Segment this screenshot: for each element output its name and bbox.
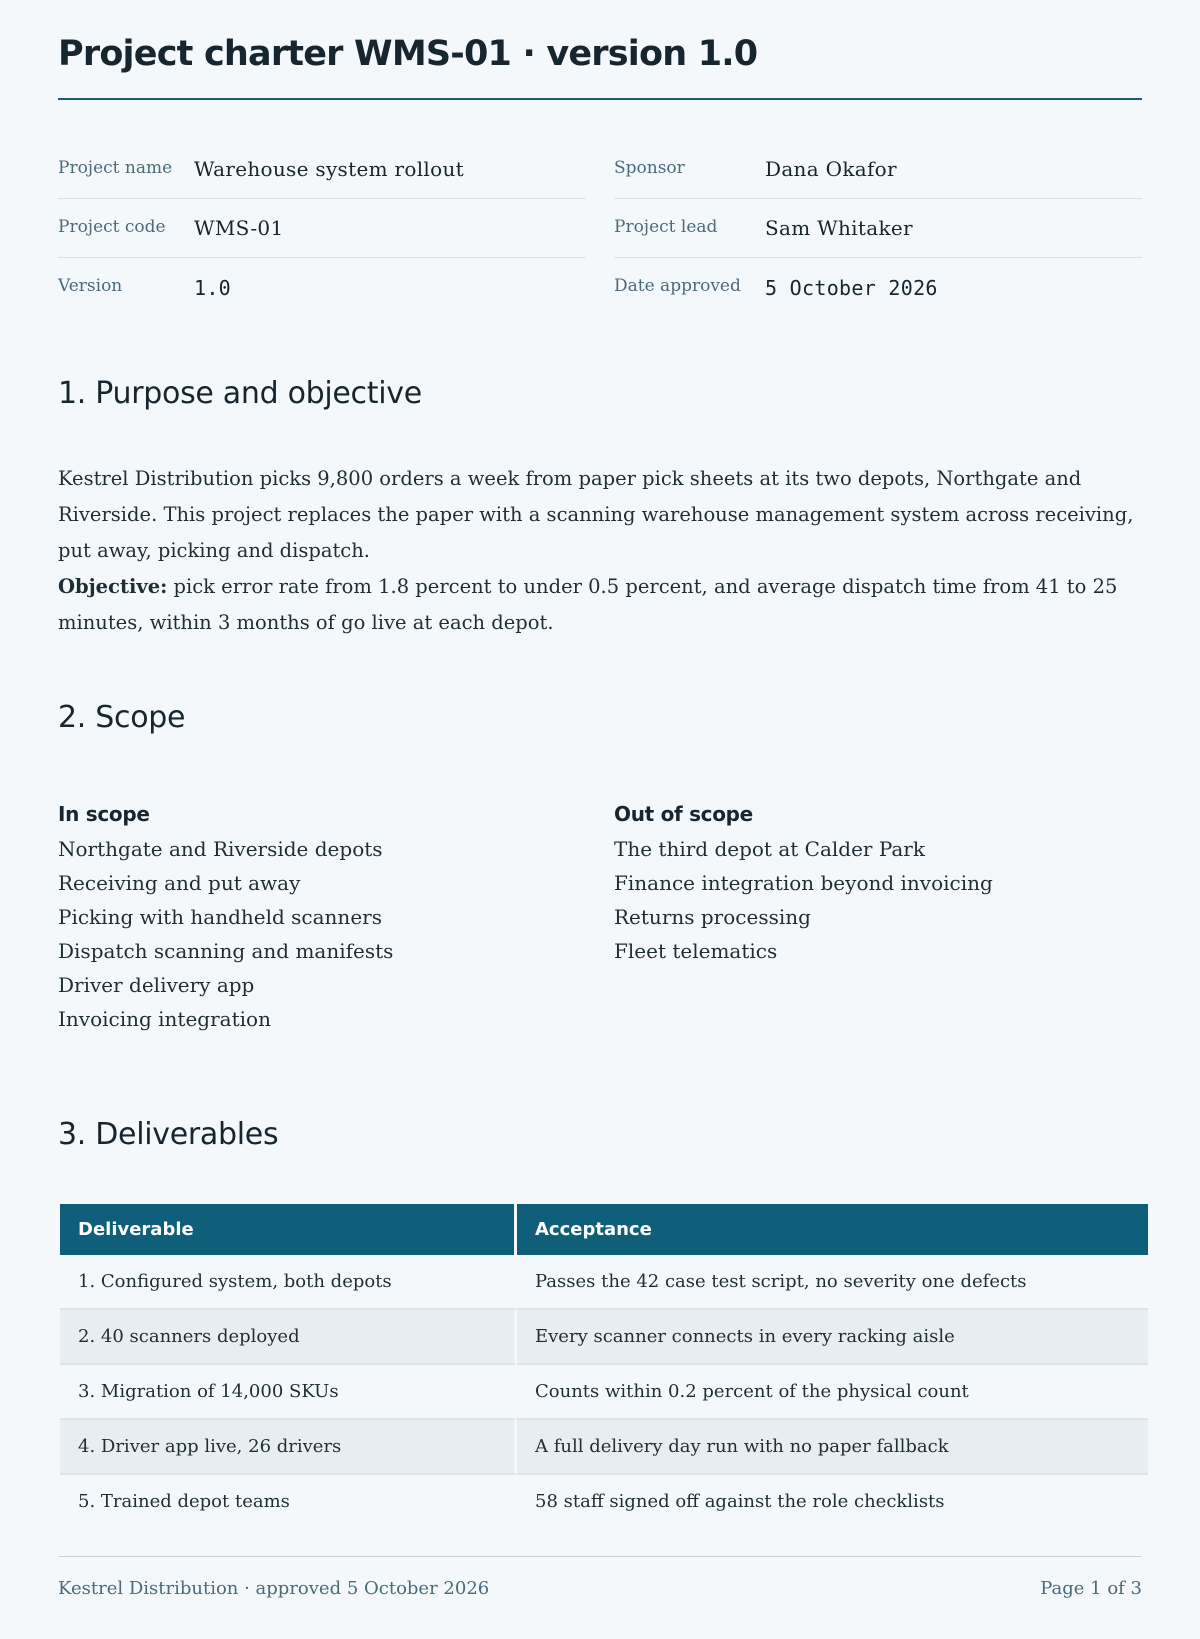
meta-row-version	[58, 258, 586, 316]
list-item: Returns processing	[614, 905, 811, 929]
objective-text: pick error rate from 1.8 percent to under 0.5 percent, and average dispatch time from 41 to 25 minutes, within 3 months of go live at each depot.	[58, 575, 1118, 634]
table-row	[60, 1420, 1148, 1475]
meta-value: Sam Whitaker	[765, 216, 913, 240]
meta-value: WMS-01	[194, 216, 284, 240]
list-item: Driver delivery app	[58, 973, 255, 997]
table-row	[60, 1475, 1148, 1528]
meta-value: 5 October 2026	[765, 276, 938, 300]
objective-label: Objective:	[58, 575, 168, 598]
meta-label: Sponsor	[614, 158, 685, 178]
acceptance-cell: A full delivery day run with no paper fallback	[517, 1420, 1148, 1475]
column-header-deliverable: Deliverable	[60, 1204, 517, 1255]
table-row	[60, 1365, 1148, 1420]
meta-row-project-lead	[614, 199, 1142, 258]
meta-left-column	[58, 140, 586, 316]
list-item: Northgate and Riverside depots	[58, 837, 383, 861]
meta-value: Dana Okafor	[765, 157, 897, 181]
list-item: Dispatch scanning and manifests	[58, 939, 394, 963]
out-of-scope-list	[614, 802, 993, 968]
section-heading-deliverables: 3. Deliverables	[58, 1117, 279, 1152]
section-heading-scope: 2. Scope	[58, 700, 186, 735]
table-row	[60, 1310, 1148, 1365]
meta-label: Date approved	[614, 276, 741, 296]
meta-label: Project name	[58, 158, 173, 178]
meta-label: Version	[58, 276, 123, 296]
meta-label: Project code	[58, 217, 166, 237]
deliverable-cell: 5. Trained depot teams	[60, 1475, 517, 1528]
meta-row-sponsor	[614, 140, 1142, 199]
table-header-row	[60, 1204, 1148, 1255]
meta-row-project-code	[58, 199, 586, 258]
deliverable-cell: 1. Configured system, both depots	[60, 1255, 517, 1310]
footer-divider	[58, 1556, 1142, 1557]
meta-label: Project lead	[614, 217, 718, 237]
out-of-scope-title: Out of scope	[614, 802, 753, 826]
meta-value: 1.0	[194, 276, 232, 300]
deliverable-cell: 4. Driver app live, 26 drivers	[60, 1420, 517, 1475]
deliverable-cell: 3. Migration of 14,000 SKUs	[60, 1365, 517, 1420]
purpose-body: Kestrel Distribution picks 9,800 orders a week from paper pick sheets at its two depots, Northgate and Riverside. This project replaces the paper with a scanning warehouse management system across receiving, put away, picking and dispatch.	[58, 467, 1134, 562]
deliverables-table	[60, 1204, 1148, 1528]
acceptance-cell: Every scanner connects in every racking aisle	[517, 1310, 1148, 1365]
objective-paragraph	[58, 569, 1142, 641]
section-heading-purpose: 1. Purpose and objective	[58, 376, 422, 411]
table-row	[60, 1255, 1148, 1310]
column-header-acceptance: Acceptance	[517, 1204, 1148, 1255]
list-item: Finance integration beyond invoicing	[614, 871, 993, 895]
acceptance-cell: Passes the 42 case test script, no severity one defects	[517, 1255, 1148, 1310]
page-title: Project charter WMS-01 · version 1.0	[58, 34, 758, 74]
meta-row-project-name	[58, 140, 586, 199]
meta-value: Warehouse system rollout	[194, 157, 464, 181]
title-divider	[58, 98, 1142, 100]
list-item: Receiving and put away	[58, 871, 301, 895]
footer-organisation: Kestrel Distribution · approved 5 October 2026	[58, 1578, 490, 1599]
purpose-text	[58, 461, 1142, 641]
acceptance-cell: 58 staff signed off against the role checklists	[535, 1491, 945, 1512]
meta-row-date-approved	[614, 258, 1142, 316]
list-item: Picking with handheld scanners	[58, 905, 382, 929]
page-number: Page 1 of 3	[1040, 1578, 1142, 1599]
list-item: Invoicing integration	[58, 1007, 271, 1031]
list-item: The third depot at Calder Park	[614, 837, 925, 861]
list-item: Fleet telematics	[614, 939, 778, 963]
acceptance-cell: Counts within 0.2 percent of the physical count	[517, 1365, 1148, 1420]
in-scope-list	[58, 802, 393, 1036]
in-scope-title: In scope	[58, 802, 150, 826]
meta-right-column	[614, 140, 1142, 316]
deliverable-cell: 2. 40 scanners deployed	[60, 1310, 517, 1365]
